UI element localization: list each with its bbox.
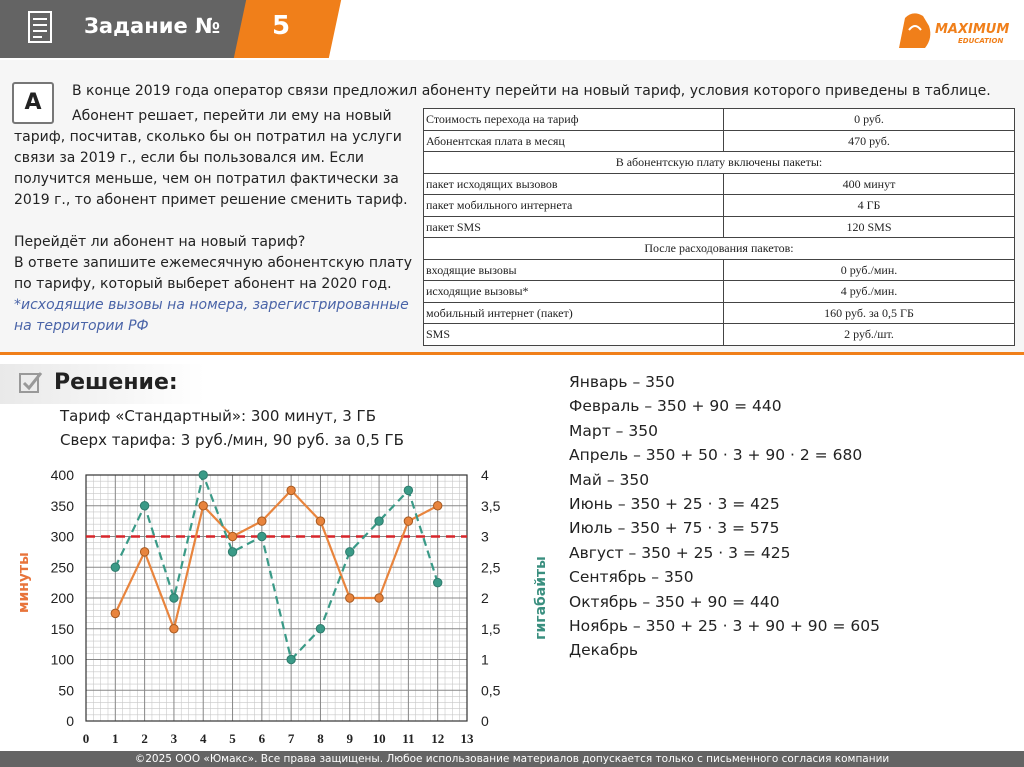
calc-line: Апрель – 350 + 50 · 3 + 90 · 2 = 680 — [569, 446, 863, 465]
footer-copyright: ©2025 ООО «Юмакс». Все права защищены. Любое использование материалов допускается только с письменного согласия компании — [0, 751, 1024, 767]
task-line: получится меньше, чем он потратил фактически за — [14, 171, 399, 187]
data-point-gigabytes — [111, 563, 119, 571]
data-point-gigabytes — [258, 532, 266, 540]
calc-line: Сентябрь – 350 — [569, 568, 694, 587]
table-cell-label: Абонентская плата в месяц — [424, 130, 724, 152]
x-tick-label: 1 — [112, 731, 119, 746]
table-row — [424, 324, 1015, 346]
y2-tick-label: 3 — [481, 528, 489, 545]
data-point-minutes — [199, 502, 207, 510]
table-cell-value: 400 минут — [724, 173, 1015, 195]
data-point-minutes — [375, 594, 383, 602]
task-line: тариф, посчитав, сколько бы он потратил на услуги — [14, 129, 402, 145]
table-cell-label: пакет SMS — [424, 216, 724, 238]
monthly-calculations — [569, 370, 880, 663]
table-cell-value: 0 руб./мин. — [724, 259, 1015, 281]
table-cell-value: 470 руб. — [724, 130, 1015, 152]
task-line: Абонент решает, перейти ли ему на новый — [72, 108, 392, 124]
x-tick-label: 6 — [258, 731, 266, 746]
data-point-minutes — [404, 517, 412, 525]
data-point-minutes — [316, 517, 324, 525]
calc-line: Февраль – 350 + 90 = 440 — [569, 397, 782, 416]
x-tick-label: 9 — [346, 731, 354, 746]
table-cell-value: 2 руб./шт. — [724, 324, 1015, 346]
data-point-minutes — [287, 486, 295, 494]
tariff-table — [423, 108, 1015, 346]
task-intro: В конце 2019 года оператор связи предложил абоненту перейти на новый тариф, условия которого приведены в таблице. — [72, 83, 991, 99]
calc-line: Июнь – 350 + 25 · 3 = 425 — [569, 495, 780, 514]
table-cell-label: SMS — [424, 324, 724, 346]
data-point-gigabytes — [170, 594, 178, 602]
task-text — [14, 106, 414, 337]
data-point-gigabytes — [375, 517, 383, 525]
solution-title: Решение: — [54, 370, 178, 395]
data-point-minutes — [170, 625, 178, 633]
table-cell-value: 4 руб./мин. — [724, 281, 1015, 303]
calc-line: Декабрь — [569, 641, 639, 660]
x-tick-label: 8 — [317, 731, 324, 746]
table-row — [424, 195, 1015, 217]
y2-tick-label: 0,5 — [481, 682, 501, 699]
document-icon — [28, 11, 52, 43]
data-point-gigabytes — [228, 548, 236, 556]
task-number: 5 — [272, 11, 291, 41]
table-cell-value: 0 руб. — [724, 109, 1015, 131]
table-cell-label: Стоимость перехода на тариф — [424, 109, 724, 131]
y-tick-label: 50 — [58, 682, 74, 699]
data-point-gigabytes — [346, 548, 354, 556]
table-row — [424, 216, 1015, 238]
x-tick-label: 0 — [82, 731, 90, 746]
table-row — [424, 152, 1015, 174]
table-row — [424, 281, 1015, 303]
task-note: на территории РФ — [14, 318, 149, 334]
table-cell-label: входящие вызовы — [424, 259, 724, 281]
y-axis-label-minutes: минуты — [16, 552, 32, 613]
table-section-header: В абонентскую плату включены пакеты: — [424, 152, 1015, 174]
data-point-minutes — [433, 502, 441, 510]
task-line: 2019 г., то абонент примет решение сменить тариф. — [14, 192, 408, 208]
y2-tick-label: 3,5 — [481, 497, 501, 514]
logo-text: MAXIMUM — [935, 22, 1010, 37]
table-section-header: После расходования пакетов: — [424, 238, 1015, 260]
page-title: Задание № — [84, 14, 221, 38]
x-tick-label: 2 — [141, 731, 148, 746]
calc-line: Январь – 350 — [569, 373, 675, 391]
calc-line: Октябрь – 350 + 90 = 440 — [569, 592, 780, 611]
task-note: *исходящие вызовы на номера, зарегистрированные — [14, 297, 409, 313]
table-cell-label: пакет исходящих вызовов — [424, 173, 724, 195]
data-point-gigabytes — [316, 625, 324, 633]
y2-tick-label: 0 — [481, 713, 489, 729]
y-tick-label: 350 — [50, 497, 74, 514]
y-tick-label: 200 — [50, 590, 74, 606]
table-row — [424, 109, 1015, 131]
calc-line: Май – 350 — [569, 470, 650, 489]
task-line: В ответе запишите ежемесячную абонентскую плату — [14, 255, 412, 271]
data-point-gigabytes — [404, 486, 412, 494]
x-tick-label: 4 — [199, 731, 207, 746]
table-row — [424, 238, 1015, 260]
y-tick-label: 400 — [50, 467, 74, 483]
data-point-minutes — [346, 594, 354, 602]
y-tick-label: 250 — [50, 559, 74, 576]
table-cell-label: исходящие вызовы* — [424, 281, 724, 303]
y-tick-label: 100 — [50, 651, 74, 668]
x-tick-label: 11 — [402, 731, 415, 746]
y2-tick-label: 1,5 — [481, 620, 501, 637]
y2-tick-label: 1 — [481, 651, 489, 668]
x-tick-label: 12 — [431, 731, 445, 746]
calc-line: Март – 350 — [569, 421, 658, 440]
tariff-overage: Сверх тарифа: 3 руб./мин, 90 руб. за 0,5 ГБ — [60, 431, 404, 449]
y-tick-label: 0 — [66, 713, 74, 729]
table-cell-value: 120 SMS — [724, 216, 1015, 238]
y2-tick-label: 2,5 — [481, 559, 501, 576]
data-point-minutes — [111, 609, 119, 617]
table-cell-label: пакет мобильного интернета — [424, 195, 724, 217]
y-tick-label: 150 — [50, 620, 74, 637]
table-cell-value: 4 ГБ — [724, 195, 1015, 217]
data-point-gigabytes — [199, 471, 207, 479]
y-axis-label-gigabytes: гигабайты — [533, 556, 549, 640]
x-tick-label: 3 — [170, 731, 178, 746]
data-point-gigabytes — [287, 655, 295, 663]
table-cell-label: мобильный интернет (пакет) — [424, 302, 724, 324]
tariff-standard: Тариф «Стандартный»: 300 минут, 3 ГБ — [60, 407, 376, 425]
task-badge: А — [12, 82, 54, 124]
table-cell-value: 160 руб. за 0,5 ГБ — [724, 302, 1015, 324]
data-point-gigabytes — [140, 502, 148, 510]
header — [0, 0, 1024, 58]
y-tick-label: 300 — [50, 528, 74, 545]
task-line: по тарифу, который выберет абонент на 2020 год. — [14, 276, 392, 292]
data-point-minutes — [140, 548, 148, 556]
table-row — [424, 302, 1015, 324]
x-tick-label: 13 — [460, 731, 474, 746]
y2-tick-label: 2 — [481, 590, 489, 606]
table-row — [424, 259, 1015, 281]
x-tick-label: 5 — [229, 731, 236, 746]
table-row — [424, 130, 1015, 152]
calc-line: Август – 350 + 25 · 3 = 425 — [569, 543, 791, 562]
task-question: Перейдёт ли абонент на новый тариф? — [14, 234, 306, 250]
usage-chart — [0, 455, 560, 751]
data-point-minutes — [258, 517, 266, 525]
data-point-minutes — [228, 532, 236, 540]
calc-line: Июль – 350 + 75 · 3 = 575 — [569, 519, 780, 538]
x-tick-label: 10 — [372, 731, 386, 746]
logo-subtext: EDUCATION — [958, 37, 1004, 45]
calc-line: Ноябрь – 350 + 25 · 3 + 90 + 90 = 605 — [569, 617, 880, 636]
section-divider — [0, 352, 1024, 355]
x-tick-label: 7 — [287, 731, 295, 746]
y2-tick-label: 4 — [481, 467, 489, 483]
data-point-gigabytes — [433, 578, 441, 586]
task-line: связи за 2019 г., если бы пользовался им. Если — [14, 150, 364, 166]
table-row — [424, 173, 1015, 195]
checkbox-icon — [18, 370, 44, 396]
